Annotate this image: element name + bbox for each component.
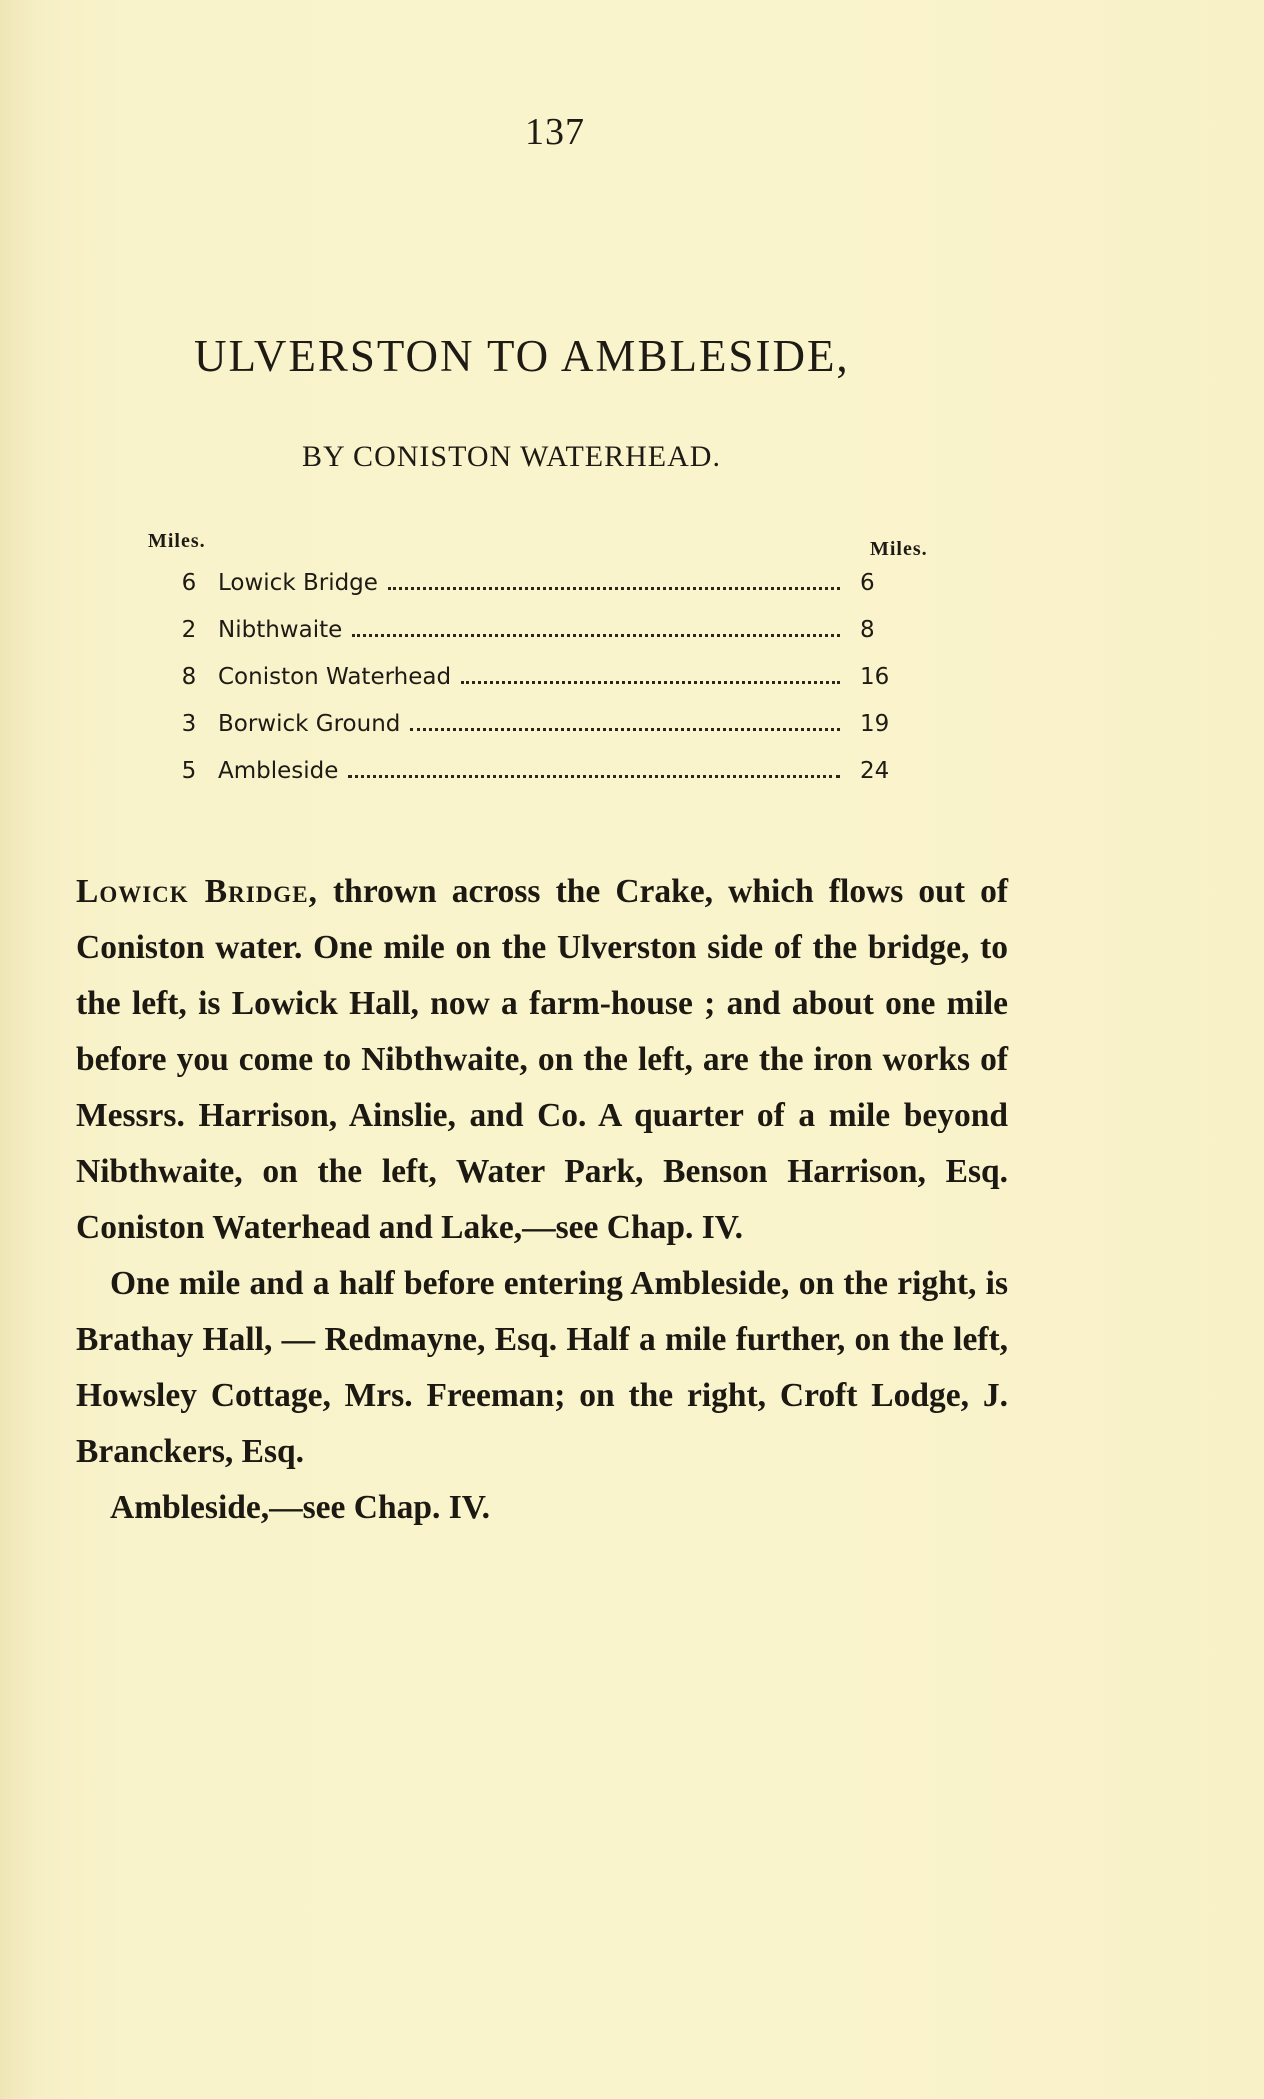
table-row xyxy=(160,570,930,617)
dot-leader xyxy=(461,680,840,684)
row-place: Nibthwaite xyxy=(218,617,343,643)
dot-leader xyxy=(410,727,840,731)
row-distance: 2 xyxy=(181,617,197,643)
row-distance: 8 xyxy=(181,664,197,690)
miles-column-header-left: Miles. xyxy=(148,530,206,552)
page-title: ULVERSTON TO AMBLESIDE, xyxy=(194,331,850,381)
paragraph-lead: Lowick Bridge, xyxy=(76,873,318,910)
dot-leader xyxy=(352,633,840,637)
paragraph-lowick-bridge xyxy=(76,864,1008,1256)
row-distance: 3 xyxy=(181,711,197,737)
row-total: 8 xyxy=(860,617,875,643)
table-row xyxy=(160,664,930,711)
row-distance: 5 xyxy=(181,758,197,784)
page-number: 137 xyxy=(525,111,585,153)
miles-column-header-right: Miles. xyxy=(870,538,928,560)
paragraph-brathay: One mile and a half before entering Ambleside, on the right, is Brathay Hall, — Redmayne, Esq. Half a mile further, on the left, Howsley Cottage, Mrs. Freeman; on the right, Croft Lodge, J. Branckers, Esq. xyxy=(76,1265,1008,1470)
dot-leader xyxy=(388,586,840,590)
table-row xyxy=(160,617,930,664)
page-subtitle: BY CONISTON WATERHEAD. xyxy=(302,440,721,473)
row-total: 24 xyxy=(860,758,890,784)
row-place: Coniston Waterhead xyxy=(218,664,452,690)
dot-leader xyxy=(348,774,840,778)
table-row xyxy=(160,711,930,758)
table-row xyxy=(160,758,930,805)
route-table xyxy=(160,570,930,805)
row-total: 19 xyxy=(860,711,890,737)
row-distance: 6 xyxy=(181,570,197,596)
paragraph-ambleside: Ambleside,—see Chap. IV. xyxy=(110,1489,491,1526)
row-place: Ambleside xyxy=(218,758,339,784)
body-text xyxy=(76,864,1008,1536)
row-total: 16 xyxy=(860,664,890,690)
row-place: Lowick Bridge xyxy=(218,570,378,596)
row-place: Borwick Ground xyxy=(218,711,401,737)
row-total: 6 xyxy=(860,570,875,596)
paragraph-body: thrown across the Crake, which flows out of Coniston water. One mile on the Ulverston side of the bridge, to the left, is Lowick Hall, now a farm-house ; and about one mile before you come to Nibthwaite, on the left, are the iron works of Messrs. Harrison, Ainslie, and Co. A quarter of a mile beyond Nibthwaite, on the left, Water Park, Benson Harrison, Esq. Coniston Waterhead and Lake,—see Chap. IV. xyxy=(76,873,1008,1246)
